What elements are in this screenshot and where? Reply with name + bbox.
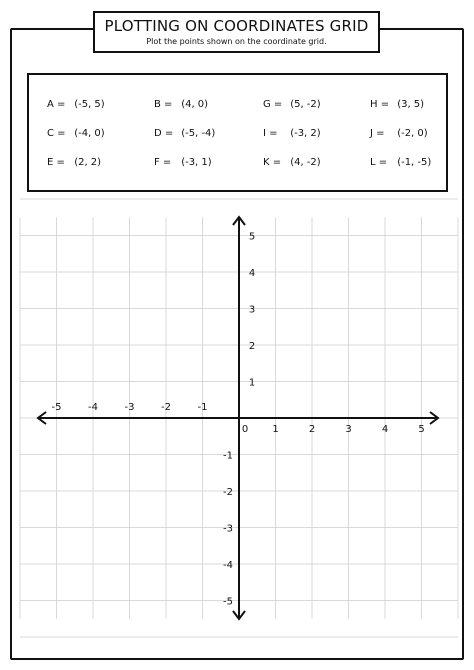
x-tick-label: -2 bbox=[161, 402, 171, 413]
y-tick-label: 5 bbox=[248, 231, 256, 243]
point-coords: (-3, 1) bbox=[181, 157, 212, 168]
axes bbox=[38, 217, 438, 619]
x-tick-label: 4 bbox=[381, 424, 389, 435]
y-tick-label: -3 bbox=[223, 523, 233, 535]
point-label: A = bbox=[47, 99, 66, 110]
y-tick-label: 1 bbox=[248, 377, 256, 389]
y-tick-label: 3 bbox=[248, 304, 256, 316]
point-coords: (-1, -5) bbox=[397, 157, 432, 168]
worksheet-title: PLOTTING ON COORDINATES GRID bbox=[104, 17, 369, 35]
point-coords: (-5, -4) bbox=[181, 128, 216, 139]
point-coords: (4, -2) bbox=[290, 157, 321, 168]
point-coords: (4, 0) bbox=[181, 99, 209, 110]
x-tick-label: -5 bbox=[51, 402, 62, 413]
y-tick-label: 2 bbox=[248, 341, 256, 352]
point-label: G = bbox=[263, 99, 283, 110]
point-label: H = bbox=[370, 99, 390, 110]
point-coords: (2, 2) bbox=[74, 157, 102, 168]
x-tick-label: -1 bbox=[197, 402, 208, 413]
y-tick-label: -2 bbox=[223, 487, 233, 498]
point-label: L = bbox=[370, 157, 388, 168]
x-tick-label: 5 bbox=[418, 424, 425, 435]
point-coords: (-5, 5) bbox=[74, 99, 105, 110]
x-tick-label: 3 bbox=[345, 424, 352, 435]
worksheet-instructions: Plot the points shown on the coordinate grid. bbox=[146, 37, 327, 46]
point-coords: (-4, 0) bbox=[74, 128, 105, 139]
point-label: I = bbox=[263, 128, 278, 139]
x-tick-label: -3 bbox=[124, 402, 135, 413]
point-label: B = bbox=[154, 99, 173, 110]
y-tick-label: -4 bbox=[223, 560, 233, 571]
point-coords: (-2, 0) bbox=[397, 128, 428, 139]
point-label: D = bbox=[154, 128, 174, 139]
x-tick-label: 0 bbox=[241, 424, 249, 435]
point-coords: (5, -2) bbox=[290, 99, 321, 110]
y-tick-label: -5 bbox=[223, 596, 233, 608]
x-tick-label: -4 bbox=[88, 402, 98, 413]
y-tick-label: -1 bbox=[223, 450, 233, 462]
point-label: F = bbox=[154, 157, 172, 168]
point-label: K = bbox=[263, 157, 282, 168]
x-tick-label: 1 bbox=[272, 424, 279, 435]
point-coords: (-3, 2) bbox=[290, 128, 321, 139]
x-tick-label: 2 bbox=[308, 424, 316, 435]
point-label: J = bbox=[370, 128, 385, 139]
point-coords: (3, 5) bbox=[397, 99, 425, 110]
point-label: C = bbox=[47, 128, 66, 139]
point-label: E = bbox=[47, 157, 65, 168]
y-tick-label: 4 bbox=[248, 268, 256, 279]
